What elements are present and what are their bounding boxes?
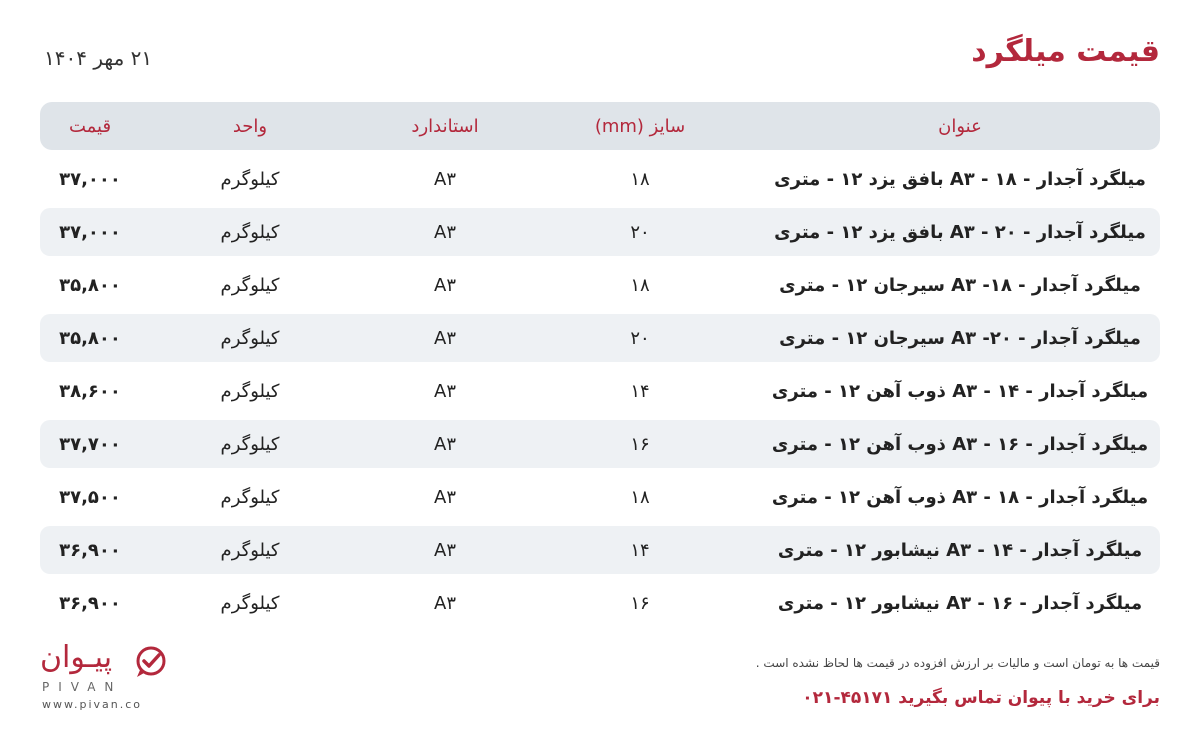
row-price: ۳۷,۰۰۰	[59, 168, 121, 190]
row-title: میلگرد آجدار - A۳ -۱۸ سیرجان ۱۲ - متری	[779, 274, 1141, 296]
table-row	[40, 314, 1160, 362]
table-row	[40, 526, 1160, 574]
row-title: میلگرد آجدار - A۳ - ۱۸ ذوب آهن ۱۲ - متری	[771, 486, 1149, 508]
header-price: قیمت	[68, 115, 112, 137]
row-unit: کیلوگرم	[220, 168, 280, 190]
header-size: سایز (mm)	[594, 115, 686, 137]
logo-word: پیـوان	[40, 640, 113, 675]
table-row	[40, 155, 1160, 203]
row-standard: A۳	[434, 486, 456, 508]
price-table	[40, 102, 1160, 632]
header-title: عنوان	[938, 115, 982, 137]
footer-note: قیمت ها به تومان است و مالیات بر ارزش افزوده در قیمت ها لحاظ نشده است .	[755, 656, 1160, 670]
row-standard: A۳	[434, 592, 456, 614]
table-header	[40, 102, 1160, 150]
row-unit: کیلوگرم	[220, 221, 280, 243]
row-unit: کیلوگرم	[220, 539, 280, 561]
table-row	[40, 208, 1160, 256]
row-title: میلگرد آجدار - A۳ - ۱۴ نیشابور ۱۲ - متری	[777, 539, 1143, 561]
row-title: میلگرد آجدار - A۳ -۲۰ سیرجان ۱۲ - متری	[779, 327, 1141, 349]
row-unit: کیلوگرم	[220, 592, 280, 614]
date-label: ۲۱ مهر ۱۴۰۴	[44, 46, 153, 70]
row-price: ۳۷,۵۰۰	[59, 486, 121, 508]
row-price: ۳۷,۰۰۰	[59, 221, 121, 243]
table-row	[40, 579, 1160, 627]
row-standard: A۳	[434, 168, 456, 190]
row-title: میلگرد آجدار - A۳ - ۲۰ بافق یزد ۱۲ - متری	[774, 221, 1146, 243]
row-title: میلگرد آجدار - A۳ - ۱۸ بافق یزد ۱۲ - متری	[774, 168, 1146, 190]
row-size: ۱۶	[630, 592, 650, 614]
row-standard: A۳	[434, 274, 456, 296]
header-unit: واحد	[232, 115, 268, 137]
row-size: ۱۸	[630, 274, 650, 296]
row-standard: A۳	[434, 539, 456, 561]
row-price: ۳۵,۸۰۰	[59, 327, 121, 349]
row-price: ۳۷,۷۰۰	[59, 433, 121, 455]
table-row	[40, 367, 1160, 415]
row-title: میلگرد آجدار - A۳ - ۱۶ ذوب آهن ۱۲ - متری	[771, 433, 1149, 455]
row-standard: A۳	[434, 327, 456, 349]
table-row	[40, 473, 1160, 521]
row-title: میلگرد آجدار - A۳ - ۱۶ نیشابور ۱۲ - متری	[777, 592, 1143, 614]
row-unit: کیلوگرم	[220, 327, 280, 349]
row-price: ۳۵,۸۰۰	[59, 274, 121, 296]
row-unit: کیلوگرم	[220, 486, 280, 508]
row-size: ۲۰	[630, 221, 650, 243]
row-unit: کیلوگرم	[220, 433, 280, 455]
row-standard: A۳	[434, 380, 456, 402]
row-title: میلگرد آجدار - A۳ - ۱۴ ذوب آهن ۱۲ - متری	[771, 380, 1149, 402]
table-row	[40, 261, 1160, 309]
logo-latin: PIVAN	[42, 680, 123, 694]
contact-cta: برای خرید با پیوان تماس بگیرید ۴۵۱۷۱-۰۲۱	[802, 688, 1160, 708]
row-size: ۲۰	[630, 327, 650, 349]
checkmark-pin-icon	[134, 644, 168, 678]
row-size: ۱۴	[630, 539, 650, 561]
row-size: ۱۴	[630, 380, 650, 402]
row-unit: کیلوگرم	[220, 380, 280, 402]
row-size: ۱۸	[630, 168, 650, 190]
header-standard: استاندارد	[411, 115, 479, 137]
logo-url: www.pivan.co	[42, 698, 143, 711]
page-title: قیمت میلگرد	[971, 34, 1160, 69]
row-price: ۳۶,۹۰۰	[59, 539, 121, 561]
row-price: ۳۸,۶۰۰	[59, 380, 121, 402]
row-standard: A۳	[434, 221, 456, 243]
row-size: ۱۸	[630, 486, 650, 508]
table-row	[40, 420, 1160, 468]
row-unit: کیلوگرم	[220, 274, 280, 296]
pivan-logo	[40, 640, 180, 720]
row-size: ۱۶	[630, 433, 650, 455]
row-price: ۳۶,۹۰۰	[59, 592, 121, 614]
row-standard: A۳	[434, 433, 456, 455]
